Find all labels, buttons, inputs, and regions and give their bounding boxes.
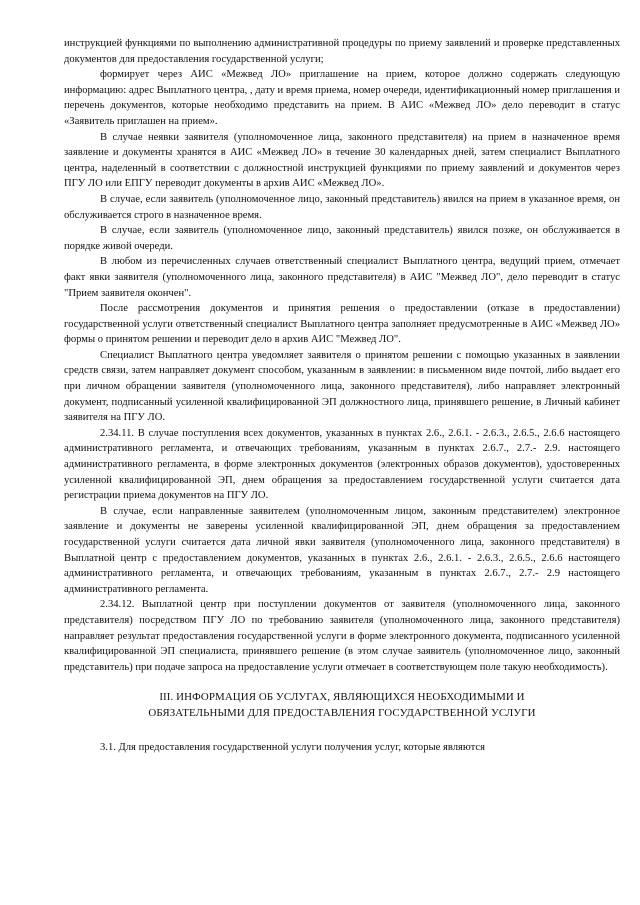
paragraph-unsigned: В случае, если направленные заявителем (уполномоченным лицом, законным представителем) электронное заявление и документы не заверены усиленной квалифицированной ЭП, днем обращения за предоставлением государственной услуги считается дата личной явки заявителя (уполномоченного лица, законного представителя) в Выплатной центр с предоставлением документов, указанных в пунктах 2.6., 2.6.1. - 2.6.3., 2.6.5., 2.6.6 настоящего административного регламента, и отвечающих требованиям, указанным в пунктах 2.6.7., 2.7.- 2.9 настоящего административного регламента.: [64, 505, 620, 595]
paragraph-3-1: 3.1. Для предоставления государственной услуги получения услуг, которые являются: [100, 742, 485, 754]
paragraph-decision: После рассмотрения документов и принятия решения о предоставлении (отказе в предоставлении) государственной услуги ответственный специалист Выплатного центра заполняет предусмотренные в АИС «Межвед ЛО» формы о принятом решении и переводит дело в архив АИС "Межвед ЛО".: [64, 303, 620, 346]
section-heading-line-1: III. ИНФОРМАЦИЯ ОБ УСЛУГАХ, ЯВЛЯЮЩИХСЯ НЕОБХОДИМЫМИ И: [159, 691, 525, 704]
section-heading-line-2: ОБЯЗАТЕЛЬНЫМИ ДЛЯ ПРЕДОСТАВЛЕНИЯ ГОСУДАРСТВЕННОЙ УСЛУГИ: [148, 707, 536, 720]
paragraph-attendance: В любом из перечисленных случаев ответственный специалист Выплатного центра, ведущий прием, отмечает факт явки заявителя (уполномоченного лица, законного представителя) в АИС "Межвед ЛО", дело переводит в статус "Прием заявителя окончен".: [64, 256, 620, 299]
section-heading: [64, 689, 620, 721]
paragraph-continuation: инструкцией функциями по выполнению административной процедуры по приему заявлений и проверке представленных документов для предоставления государственной услуги;: [64, 38, 620, 65]
paragraph-on-time: В случае, если заявитель (уполномоченное лицо, законный представитель) явился на прием в указанное время, он обслуживается строго в назначенное время.: [64, 193, 620, 221]
paragraph-notification: Специалист Выплатного центра уведомляет заявителя о принятом решении с помощью указанных в заявлении средств связи, затем направляет документ способом, указанным в заявлении: в письменном виде почтой, либо выдает его при личном обращении заявителя (уполномоченного лица, законного представителя), либо направляет электронный документ, подписанный усиленной квалифицированной ЭП должностного лица, принявшего решение, в Личный кабинет заявителя на ПГУ ЛО.: [64, 349, 620, 424]
paragraph-2-34-11: 2.34.11. В случае поступления всех документов, указанных в пунктах 2.6., 2.6.1. - 2.6.3., 2.6.5., 2.6.6 настоящего административного регламента, и отвечающих требованиям, указанным в пунктах 2.6.7., 2.7.- 2.9. настоящего административного регламента, в форме электронных документов (электронных образов документов), удостоверенных усиленной квалифицированной ЭП, днем обращения за предоставлением государственной услуги считается дата регистрации приема документов на ПГУ ЛО.: [64, 427, 620, 502]
paragraph-late: В случае, если заявитель (уполномоченное лицо, законный представитель) явился позже, он обслуживается в порядке живой очереди.: [64, 225, 620, 252]
paragraph-no-show: В случае неявки заявителя (уполномоченное лица, законного представителя) на прием в назначенное время заявление и документы хранятся в АИС «Межвед ЛО» в течение 30 календарных дней, затем специалист Выплатного центра, наделенный в соответствии с должностной инструкцией функциями по приему заявлений и документов через ПГУ ЛО или ЕПГУ переводит документы в архив АИС «Межвед ЛО».: [64, 131, 620, 190]
paragraph-invitation: формирует через АИС «Межвед ЛО» приглашение на прием, которое должно содержать следующую информацию: адрес Выплатного центра, , дату и время приема, номер очереди, идентификационный номер приглашения и перечень документов, которые необходимо представить на прием. В АИС «Межвед ЛО» дело переводит в статус «Заявитель приглашен на прием».: [64, 69, 620, 127]
paragraph-2-34-12: 2.34.12. Выплатной центр при поступлении документов от заявителя (уполномоченного лица, законного представителя) посредством ПГУ ЛО по требованию заявителя (уполномоченного лица, законного представителя) направляет результат предоставления государственной услуги в форме электронного документа, подписанного усиленной квалифицированной ЭП специалиста, принявшего решение (в этом случае заявитель (уполномоченное лицо, законный представитель) при подаче запроса на предоставление услуги отмечает в соответствующем поле такую необходимость).: [64, 599, 620, 673]
